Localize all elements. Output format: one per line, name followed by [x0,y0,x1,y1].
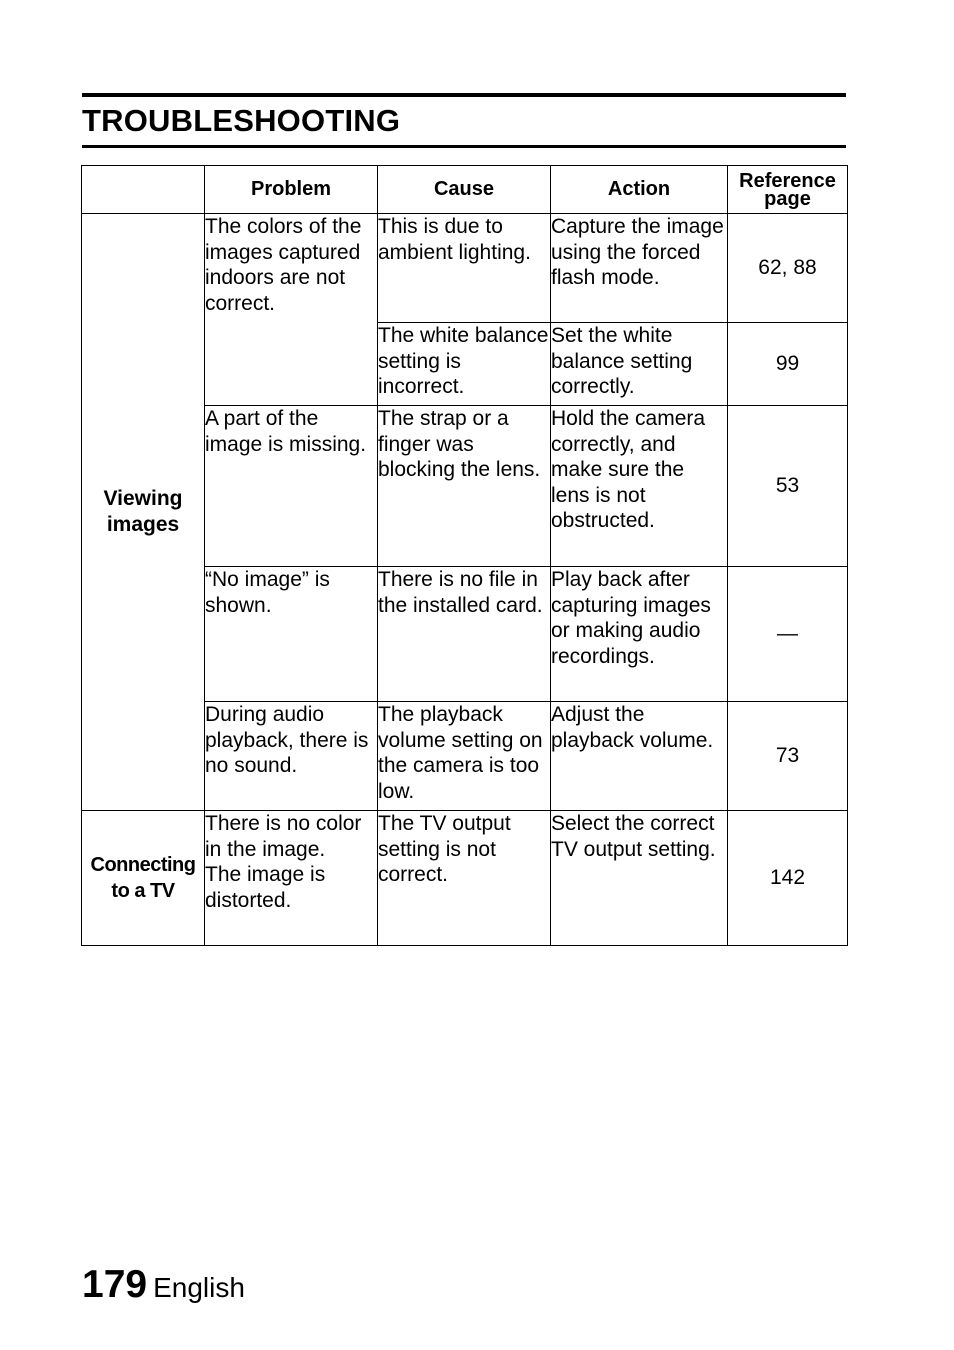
page-number: 179 [82,1263,148,1306]
cause-cell: The strap or a finger was blocking the lens. [378,406,551,567]
header-problem: Problem [205,166,378,214]
cause-cell: The white balance setting is incorrect. [378,323,551,406]
cause-cell: There is no file in the installed card. [378,567,551,702]
reference-cell: — [728,567,848,702]
header-action: Action [551,166,728,214]
page-title: TROUBLESHOOTING [82,103,401,138]
action-cell: Select the correct TV output setting. [551,811,728,946]
action-cell: Play back after capturing images or making audio recordings. [551,567,728,702]
cause-cell: The TV output setting is not correct. [378,811,551,946]
header-reference-line1: Reference [739,169,836,192]
category-viewing-line2: images [106,513,180,536]
page-footer [82,1263,245,1315]
problem-cell: A part of the image is missing. [205,406,378,567]
header-category [82,166,205,214]
reference-cell: 62, 88 [728,214,848,323]
category-viewing-images [82,214,205,811]
reference-cell: 99 [728,323,848,406]
header-reference-line2: page [764,187,811,210]
table-row [82,214,848,323]
category-viewing-line1: Viewing [103,487,183,510]
category-tv-line1: Connecting [90,854,196,876]
header-reference [728,166,848,214]
title-underline [82,145,846,148]
problem-cell: The colors of the images captured indoors are not correct. [205,214,378,406]
reference-cell: 142 [728,811,848,946]
problem-line: There is no color in the image. [205,812,362,861]
action-cell: Set the white balance setting correctly. [551,323,728,406]
top-rule [82,93,846,97]
table-header-row [82,166,848,214]
action-cell: Hold the camera correctly, and make sure the lens is not obstructed. [551,406,728,567]
reference-cell: 53 [728,406,848,567]
category-connecting-tv [82,811,205,946]
problem-line: The image is distorted. [205,863,326,912]
troubleshooting-table [81,165,848,946]
problem-cell: During audio playback, there is no sound. [205,702,378,811]
category-tv-line2: to a TV [111,880,175,902]
footer-language: English [153,1272,245,1303]
problem-cell [205,811,378,946]
cause-cell: The playback volume setting on the camera is too low. [378,702,551,811]
action-cell: Capture the image using the forced flash mode. [551,214,728,323]
reference-cell: 73 [728,702,848,811]
cause-cell: This is due to ambient lighting. [378,214,551,323]
table-row [82,811,848,946]
header-cause: Cause [378,166,551,214]
action-cell: Adjust the playback volume. [551,702,728,811]
problem-cell: “No image” is shown. [205,567,378,702]
